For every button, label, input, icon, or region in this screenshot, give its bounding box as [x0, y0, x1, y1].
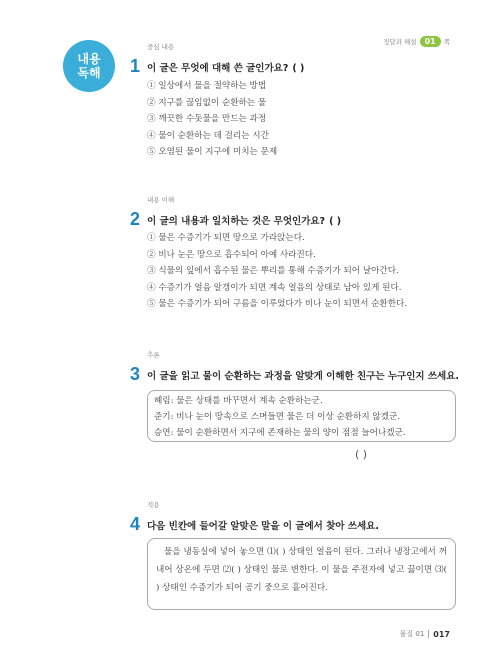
question-3-number: 3 [130, 364, 141, 384]
question-1-prompt: 이 글은 무엇에 대해 쓴 글인가요? [147, 63, 289, 74]
dialogue-line: 혜림: 물은 상태를 바꾸면서 계속 순환하는군. [154, 396, 323, 406]
choice[interactable]: ② 지구를 끊임없이 순환하는 물 [147, 97, 267, 108]
section-badge [63, 40, 115, 92]
answer-number: 01 [420, 36, 441, 47]
answer-label: 정답과 해설 [383, 38, 417, 46]
question-2-answer-paren: ( ) [329, 216, 342, 227]
choice[interactable]: ④ 물이 순환하는 데 걸리는 시간 [147, 130, 269, 141]
question-4-tag: 적용 [147, 501, 160, 509]
footer-label: 물질 01 [399, 630, 425, 638]
page-number: 017 [433, 629, 450, 639]
choice[interactable]: ② 비나 눈은 땅으로 흡수되어 아예 사라진다. [147, 249, 316, 260]
choice[interactable]: ③ 깨끗한 수돗물을 만드는 과정 [147, 114, 267, 124]
question-1-number: 1 [130, 56, 141, 76]
choice[interactable]: ④ 수증기가 얼음 알갱이가 되면 계속 얼음의 상태로 남아 있게 된다. [147, 282, 402, 293]
choice[interactable]: ⑤ 물은 수증기가 되어 구름을 이루었다가 비나 눈이 되면서 순환한다. [147, 299, 408, 309]
choice[interactable]: ③ 식물의 잎에서 흡수된 물은 뿌리를 통해 수증기가 되어 날아간다. [147, 266, 399, 276]
answer-suffix: 쪽 [443, 38, 450, 46]
question-2-tag: 내용 이해 [147, 196, 175, 204]
footer-divider [428, 630, 429, 638]
page-footer [400, 629, 450, 639]
choice[interactable]: ① 물은 수증기가 되면 땅으로 가라앉는다. [147, 233, 305, 243]
answer-reference [383, 36, 450, 47]
question-4-number: 4 [130, 514, 141, 534]
question-1-choices [147, 78, 277, 161]
question-3-dialogue-box [147, 390, 456, 442]
question-3-text: 이 글을 읽고 물이 순환하는 과정을 알맞게 이해한 친구는 누구인지 쓰세요. [147, 371, 459, 382]
dialogue-line: 준기: 비나 눈이 땅속으로 스며들면 물은 더 이상 순환하지 않겠군. [154, 412, 401, 422]
question-2-choices [147, 230, 407, 313]
choice[interactable]: ⑤ 오염된 물이 지구에 미치는 문제 [147, 147, 278, 157]
question-3-answer-field[interactable]: ( ) [355, 448, 368, 461]
badge-line1: 내용 [77, 52, 101, 66]
question-1-answer-paren: ( ) [292, 63, 305, 74]
choice[interactable]: ① 일상에서 물을 절약하는 방법 [147, 81, 267, 91]
question-2-text [147, 213, 341, 227]
question-1-tag: 중심 내용 [147, 43, 175, 51]
question-2-prompt: 이 글의 내용과 일치하는 것은 무엇인가요? [147, 216, 326, 227]
question-1-text [147, 60, 304, 74]
dialogue-line: 승연: 물이 순환하면서 지구에 존재하는 물의 양이 점점 늘어나겠군. [154, 428, 406, 438]
question-2-number: 2 [130, 209, 141, 229]
question-4-text: 다음 빈칸에 들어갈 알맞은 말을 이 글에서 찾아 쓰세요. [147, 521, 379, 532]
badge-line2: 독해 [77, 66, 101, 80]
question-4-passage: 물을 냉동실에 넣어 놓으면 ⑴( ) 상태인 얼음이 된다. 그러나 냉장고에서 꺼내어 상온에 두면 ⑵( ) 상태인 물로 변한다. 이 물을 주전자에 넣고 끓이면 ⑶( ) 상태인 수증기가 되어 공기 중으로 흩어진다. [156, 547, 447, 593]
question-3-tag: 추론 [147, 351, 160, 359]
question-4-passage-box [147, 538, 456, 610]
